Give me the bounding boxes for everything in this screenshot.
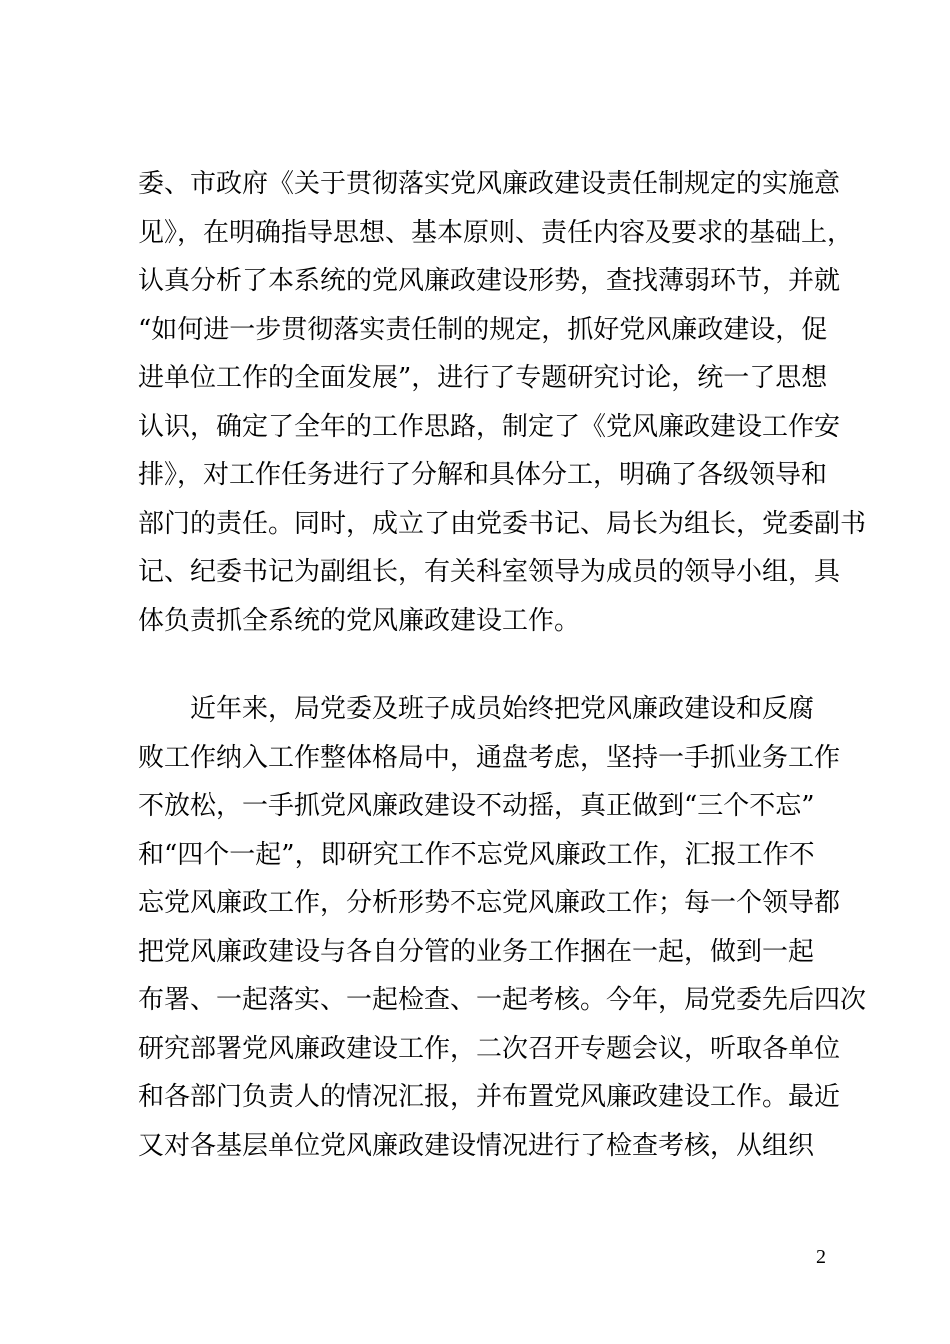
paragraph-line: 委、市政府《关于贯彻落实党风廉政建设责任制规定的实施意 bbox=[138, 169, 841, 199]
paragraph-2 bbox=[138, 685, 867, 1170]
paragraph-line: 败工作纳入工作整体格局中，通盘考虑，坚持一手抓业务工作 bbox=[138, 742, 841, 773]
paragraph-line: 又对各基层单位党风廉政建设情况进行了检查考核，从组织 bbox=[138, 1130, 815, 1161]
paragraph-line: 近年来，局党委及班子成员始终把党风廉政建设和反腐 bbox=[138, 694, 815, 724]
paragraph-line: “如何进一步贯彻落实责任制的规定，抓好党风廉政建设，促 bbox=[138, 314, 828, 345]
paragraph-line: 忘党风廉政工作，分析形势不忘党风廉政工作；每一个领导都 bbox=[138, 888, 841, 918]
paragraph-line: 体负责抓全系统的党风廉政建设工作。 bbox=[138, 605, 581, 636]
paragraph-line: 排》，对工作任务进行了分解和具体分工，明确了各级领导和 bbox=[138, 460, 828, 490]
paragraph-line: 和“四个一起”，即研究工作不忘党风廉政工作，汇报工作不 bbox=[138, 839, 815, 870]
paragraph-line: 把党风廉政建设与各自分管的业务工作捆在一起，做到一起 bbox=[138, 936, 815, 967]
paragraph-line: 见》，在明确指导思想、基本原则、责任内容及要求的基础上， bbox=[138, 217, 854, 248]
paragraph-line: 和各部门负责人的情况汇报，并布置党风廉政建设工作。最近 bbox=[138, 1082, 841, 1112]
paragraph-line: 进单位工作的全面发展”，进行了专题研究讨论，统一了思想 bbox=[138, 363, 828, 393]
paragraph-line: 认识，确定了全年的工作思路，制定了《党风廉政建设工作安 bbox=[138, 411, 841, 442]
paragraph-line: 布署、一起落实、一起检查、一起考核。今年，局党委先后四次 bbox=[138, 985, 867, 1015]
paragraph-line: 认真分析了本系统的党风廉政建设形势，查找薄弱环节，并就 bbox=[138, 266, 841, 296]
paragraph-line: 部门的责任。同时，成立了由党委书记、局长为组长，党委副书 bbox=[138, 508, 867, 539]
paragraph-line: 记、纪委书记为副组长，有关科室领导为成员的领导小组，具 bbox=[138, 557, 841, 587]
page-number: 2 bbox=[816, 1246, 826, 1268]
paragraph-line: 研究部署党风廉政建设工作，二次召开专题会议，听取各单位 bbox=[138, 1033, 841, 1064]
paragraph-1 bbox=[138, 160, 867, 645]
paragraph-line: 不放松，一手抓党风廉政建设不动摇，真正做到“三个不忘” bbox=[138, 791, 815, 821]
